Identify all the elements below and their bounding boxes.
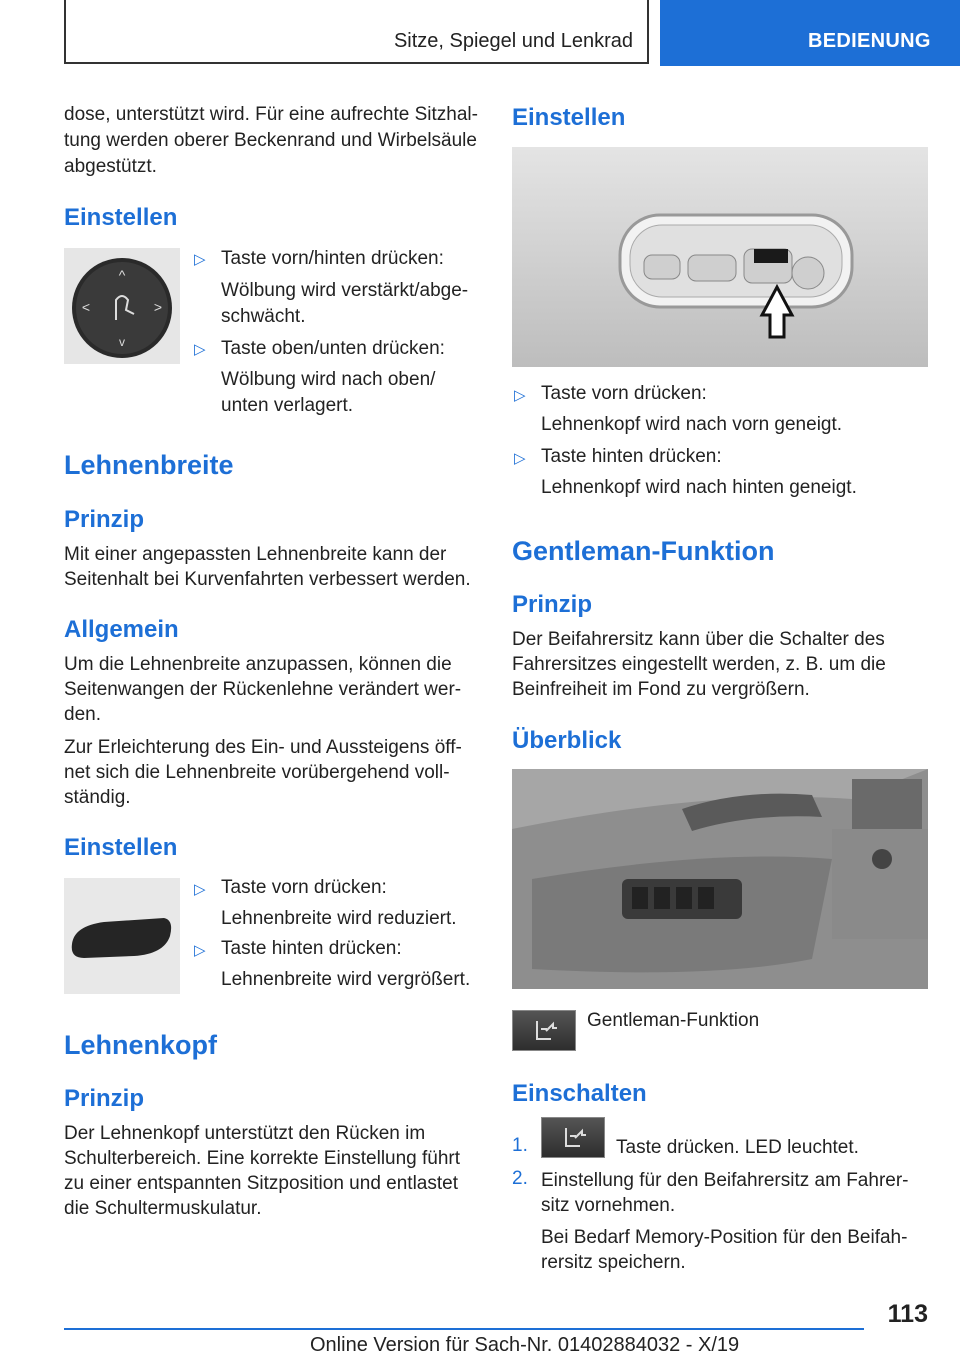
prinzip-heading: Prinzip: [64, 1085, 145, 1112]
svg-text:>: >: [153, 299, 163, 315]
list-item-detail: Wölbung wird nach oben/: [221, 369, 436, 390]
lumbar-control-image: [64, 248, 180, 364]
paragraph-line: Beinfreiheit im Fond zu vergrößern.: [512, 679, 810, 700]
seat-arrow-icon: [541, 1117, 605, 1158]
list-item-detail: Wölbung wird verstärkt/abge-: [221, 280, 469, 301]
paragraph-line: Zur Erleichterung des Ein- und Aussteigens öff-: [64, 737, 462, 758]
paragraph-line: den.: [64, 704, 101, 725]
paragraph-line: Um die Lehnenbreite anzupassen, können die: [64, 654, 452, 675]
list-item-text: Taste vorn/hinten drücken:: [221, 248, 444, 269]
door-panel-image: [512, 769, 928, 989]
list-item-detail: schwächt.: [221, 306, 306, 327]
header-chapter-label: BEDIENUNG: [808, 30, 931, 52]
page-number: 113: [887, 1300, 928, 1328]
triangle-bullet-icon: ▷: [514, 450, 526, 467]
svg-text:^: ^: [118, 267, 126, 283]
step-detail: Bei Bedarf Memory-Position für den Beifah-: [541, 1227, 908, 1248]
paragraph-line: Mit einer angepassten Lehnenbreite kann der: [64, 544, 447, 565]
step-number: 2.: [512, 1168, 528, 1189]
header-chapter-tab: [660, 0, 960, 66]
list-item-text: Taste vorn drücken:: [221, 877, 387, 898]
paragraph-line: Der Beifahrersitz kann über die Schalter des: [512, 629, 885, 650]
einstellen-heading-lumbar: Einstellen: [64, 204, 178, 231]
svg-text:v: v: [119, 335, 125, 349]
triangle-bullet-icon: ▷: [194, 942, 206, 959]
triangle-bullet-icon: ▷: [194, 251, 206, 268]
header-section-title: Sitze, Spiegel und Lenkrad: [393, 30, 633, 52]
lehnenkopf-title: Lehnenkopf: [64, 1030, 217, 1060]
gentleman-title: Gentleman-Funktion: [512, 536, 775, 566]
allgemein-heading: Allgemein: [64, 616, 179, 643]
seat-arrow-icon: [512, 1010, 576, 1051]
width-button-image: [64, 878, 180, 994]
prinzip-heading: Prinzip: [64, 506, 145, 533]
triangle-bullet-icon: ▷: [194, 881, 206, 898]
paragraph-line: Fahrersitzes eingestellt werden, z. B. um die: [512, 654, 886, 675]
icon-caption: Gentleman-Funktion: [587, 1010, 760, 1031]
triangle-bullet-icon: ▷: [514, 387, 526, 404]
list-item-text: Taste vorn drücken:: [541, 383, 707, 404]
list-item-detail: Lehnenbreite wird reduziert.: [221, 908, 457, 929]
einschalten-heading: Einschalten: [512, 1080, 647, 1107]
footer-online-version: Online Version für Sach-Nr. 01402884032 - X/19: [310, 1334, 740, 1356]
step-text: sitz vornehmen.: [541, 1195, 676, 1216]
triangle-bullet-icon: ▷: [194, 341, 206, 358]
paragraph-line: ständig.: [64, 787, 131, 808]
einstellen-heading-width: Einstellen: [64, 834, 178, 861]
step-detail: rersitz speichern.: [541, 1252, 686, 1273]
intro-line: tung werden oberer Beckenrand und Wirbelsäule: [64, 130, 477, 151]
paragraph-line: zu einer entspannten Sitzposition und entlastet: [64, 1173, 458, 1194]
list-item-text: Taste hinten drücken:: [541, 446, 722, 467]
ueberblick-heading: Überblick: [512, 727, 622, 754]
footer-divider: [64, 1328, 864, 1330]
list-item-text: Taste hinten drücken:: [221, 938, 402, 959]
list-item-detail: Lehnenkopf wird nach vorn geneigt.: [541, 414, 843, 435]
svg-text:<: <: [81, 299, 91, 315]
list-item-detail: Lehnenkopf wird nach hinten geneigt.: [541, 477, 857, 498]
prinzip-heading: Prinzip: [512, 591, 593, 618]
lehnenbreite-title: Lehnenbreite: [64, 450, 234, 480]
paragraph-line: Seitenhalt bei Kurvenfahrten verbessert werden.: [64, 569, 471, 590]
step-text: Taste drücken. LED leuchtet.: [616, 1137, 859, 1158]
list-item-text: Taste oben/unten drücken:: [221, 338, 445, 359]
step-number: 1.: [512, 1135, 528, 1156]
list-item-detail: unten verlagert.: [221, 395, 354, 416]
step-text: Einstellung für den Beifahrersitz am Fahrer-: [541, 1170, 909, 1191]
intro-line: abgestützt.: [64, 156, 157, 177]
header-section-box: [64, 0, 649, 64]
list-item-detail: Lehnenbreite wird vergrößert.: [221, 969, 471, 990]
seat-side-control-image: [512, 147, 928, 367]
paragraph-line: Der Lehnenkopf unterstützt den Rücken im: [64, 1123, 426, 1144]
paragraph-line: die Schultermuskulatur.: [64, 1198, 262, 1219]
intro-line: dose, unterstützt wird. Für eine aufrechte Sitzhal-: [64, 104, 478, 125]
paragraph-line: Seitenwangen der Rückenlehne verändert wer-: [64, 679, 462, 700]
einstellen-heading-headrest: Einstellen: [512, 104, 626, 131]
paragraph-line: net sich die Lehnenbreite vorübergehend voll-: [64, 762, 450, 783]
paragraph-line: Schulterbereich. Eine korrekte Einstellung führt: [64, 1148, 461, 1169]
